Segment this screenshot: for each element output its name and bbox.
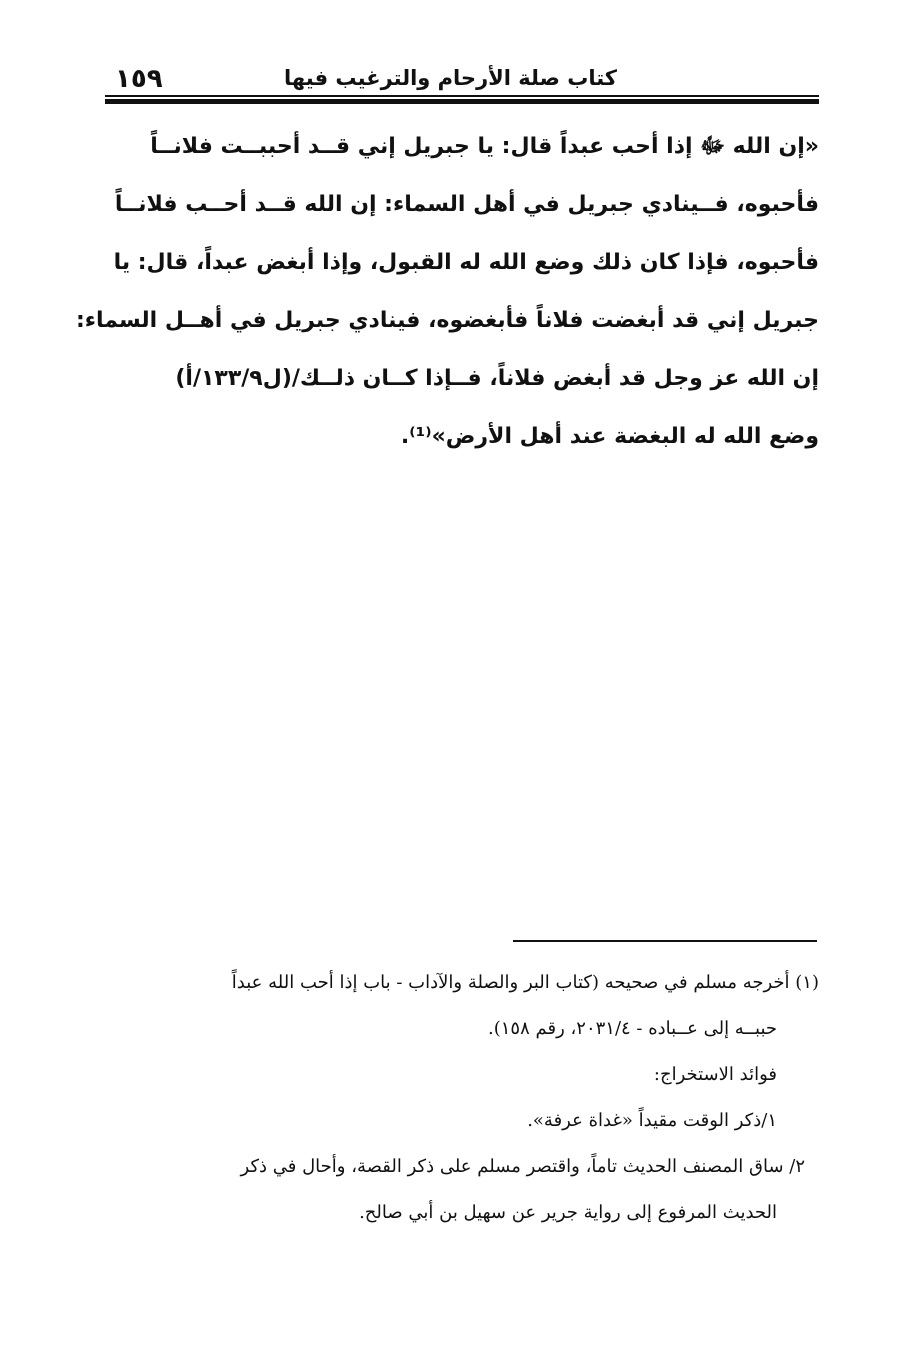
body-line: إن الله عز وجل قد أبغض فلاناً، فــإذا كــان ذلــك/(ل١٣٣/٩/أ) <box>175 366 819 391</box>
body-line: وضع الله له البغضة عند أهل الأرض»⁽¹⁾. <box>400 424 819 449</box>
footnote-line: (١) أخرجه مسلم في صحيحه (كتاب البر والصلة والآداب - باب إذا أحب الله عبداً <box>231 972 819 993</box>
footnote-heading: فوائد الاستخراج: <box>653 1064 777 1085</box>
hadith-text <box>75 118 819 466</box>
page-number: ١٥٩ <box>115 64 163 94</box>
running-title: كتاب صلة الأرحام والترغيب فيها <box>284 66 617 90</box>
body-line: جبريل إني قد أبغضت فلاناً فأبغضوه، فينادي جبريل في أهــل السماء: <box>75 308 819 333</box>
page-header <box>105 62 817 92</box>
body-line: فأحبوه، فــينادي جبريل في أهل السماء: إن الله قــد أحــب فلانــاً <box>114 192 819 217</box>
header-rule-thick <box>105 99 819 104</box>
footnote-line: ١/ذكر الوقت مقيداً «غداة عرفة». <box>527 1110 777 1131</box>
footnote-line: الحديث المرفوع إلى رواية جرير عن سهيل بن أبي صالح. <box>359 1202 777 1223</box>
footnotes <box>103 960 819 1236</box>
footnote-separator <box>513 940 817 942</box>
header-rule-thin <box>105 95 819 97</box>
footnote-line: ٢/ ساق المصنف الحديث تاماً، واقتصر مسلم على ذكر القصة، وأحال في ذكر <box>240 1156 805 1177</box>
body-line: «إن الله ﷻ إذا أحب عبداً قال: يا جبريل إني قــد أحببــت فلانــاً <box>150 134 819 159</box>
body-line: فأحبوه، فإذا كان ذلك وضع الله له القبول، وإذا أبغض عبداً، قال: يا <box>113 250 819 275</box>
footnote-line: حببــه إلى عــباده - ٢٠٣١/٤، رقم ١٥٨). <box>488 1018 777 1039</box>
